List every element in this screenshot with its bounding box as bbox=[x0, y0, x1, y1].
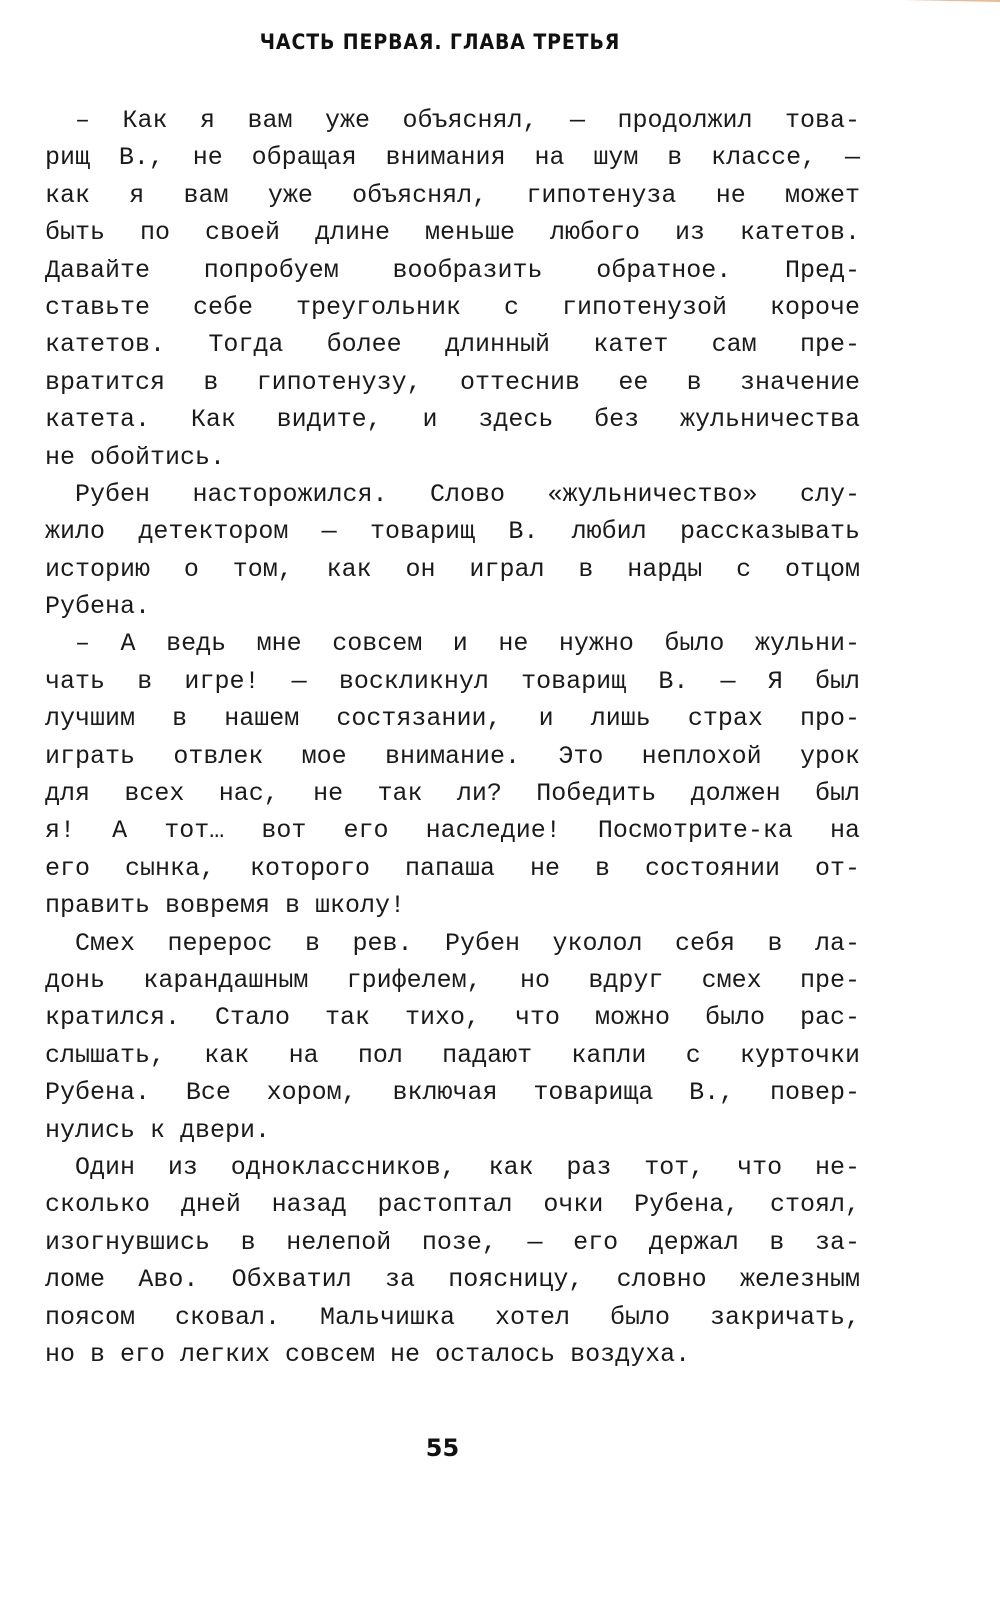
text-line: но в его легких совсем не осталось воздуха. bbox=[45, 1339, 691, 1369]
text-line: я! А тот… вот его наследие! Посмотрите-ка на bbox=[45, 816, 860, 846]
text-line: Смех перерос в рев. Рубен уколол себя в ла- bbox=[75, 928, 860, 958]
paragraph bbox=[45, 102, 860, 476]
text-line: как я вам уже объяснял, гипотенуза не может bbox=[45, 180, 860, 210]
text-line: – А ведь мне совсем и не нужно было жульни- bbox=[75, 629, 860, 659]
text-line: катетов. Тогда более длинный катет сам пре- bbox=[45, 330, 860, 360]
text-line: не обойтись. bbox=[45, 442, 226, 472]
text-line: рищ В., не обращая внимания на шум в классе, — bbox=[45, 143, 860, 173]
text-line: слышать, как на пол падают капли с курточки bbox=[45, 1040, 860, 1070]
text-line: катета. Как видите, и здесь без жульничества bbox=[45, 405, 860, 435]
text-line: вратится в гипотенузу, оттеснив ее в значение bbox=[45, 367, 860, 397]
text-line: Один из одноклассников, как раз тот, что не- bbox=[75, 1152, 860, 1182]
text-line: – Как я вам уже объяснял, — продолжил това- bbox=[75, 106, 860, 135]
text-line: Давайте попробуем вообразить обратное. Пред- bbox=[45, 255, 860, 285]
text-line: править вовремя в школу! bbox=[45, 891, 406, 921]
text-line: донь карандашным грифелем, но вдруг смех пре- bbox=[45, 965, 860, 995]
text-line: историю о том, как он играл в нарды с отцом bbox=[45, 554, 860, 584]
body-text bbox=[45, 102, 860, 1373]
text-line: нулись к двери. bbox=[45, 1115, 271, 1145]
text-line: Рубена. Все хором, включая товарища В., повер- bbox=[45, 1078, 860, 1108]
text-line: Рубена. bbox=[45, 592, 151, 622]
text-line: чать в игре! — воскликнул товарищ В. — Я был bbox=[45, 666, 860, 696]
scan-edge bbox=[740, 0, 1000, 20]
text-line: поясом сковал. Мальчишка хотел было закричать, bbox=[45, 1302, 860, 1332]
text-line: ставьте себе треугольник с гипотенузой короче bbox=[45, 292, 860, 322]
text-line: играть отвлек мое внимание. Это неплохой урок bbox=[45, 741, 860, 771]
text-line: его сынка, которого папаша не в состоянии от- bbox=[45, 853, 860, 883]
paragraph bbox=[45, 925, 860, 1149]
text-line: быть по своей длине меньше любого из катетов. bbox=[45, 218, 860, 248]
page-number: 55 bbox=[425, 1434, 460, 1462]
paragraph bbox=[45, 476, 860, 626]
text-line: жило детектором — товарищ В. любил рассказывать bbox=[45, 517, 860, 547]
text-line: сколько дней назад растоптал очки Рубена, стоял, bbox=[45, 1190, 860, 1220]
paragraph bbox=[45, 625, 860, 924]
text-line: лучшим в нашем состязании, и лишь страх про- bbox=[45, 704, 860, 734]
text-line: Рубен насторожился. Слово «жульничество» слу- bbox=[75, 479, 860, 509]
text-line: для всех нас, не так ли? Победить должен был bbox=[45, 779, 860, 809]
paragraph bbox=[45, 1149, 860, 1373]
running-header: ЧАСТЬ ПЕРВАЯ. ГЛАВА ТРЕТЬЯ bbox=[259, 30, 621, 54]
text-line: ломе Аво. Обхватил за поясницу, словно железным bbox=[45, 1265, 860, 1295]
text-line: изогнувшись в нелепой позе, — его держал в за- bbox=[45, 1227, 860, 1257]
text-line: кратился. Стало так тихо, что можно было рас- bbox=[45, 1003, 860, 1033]
